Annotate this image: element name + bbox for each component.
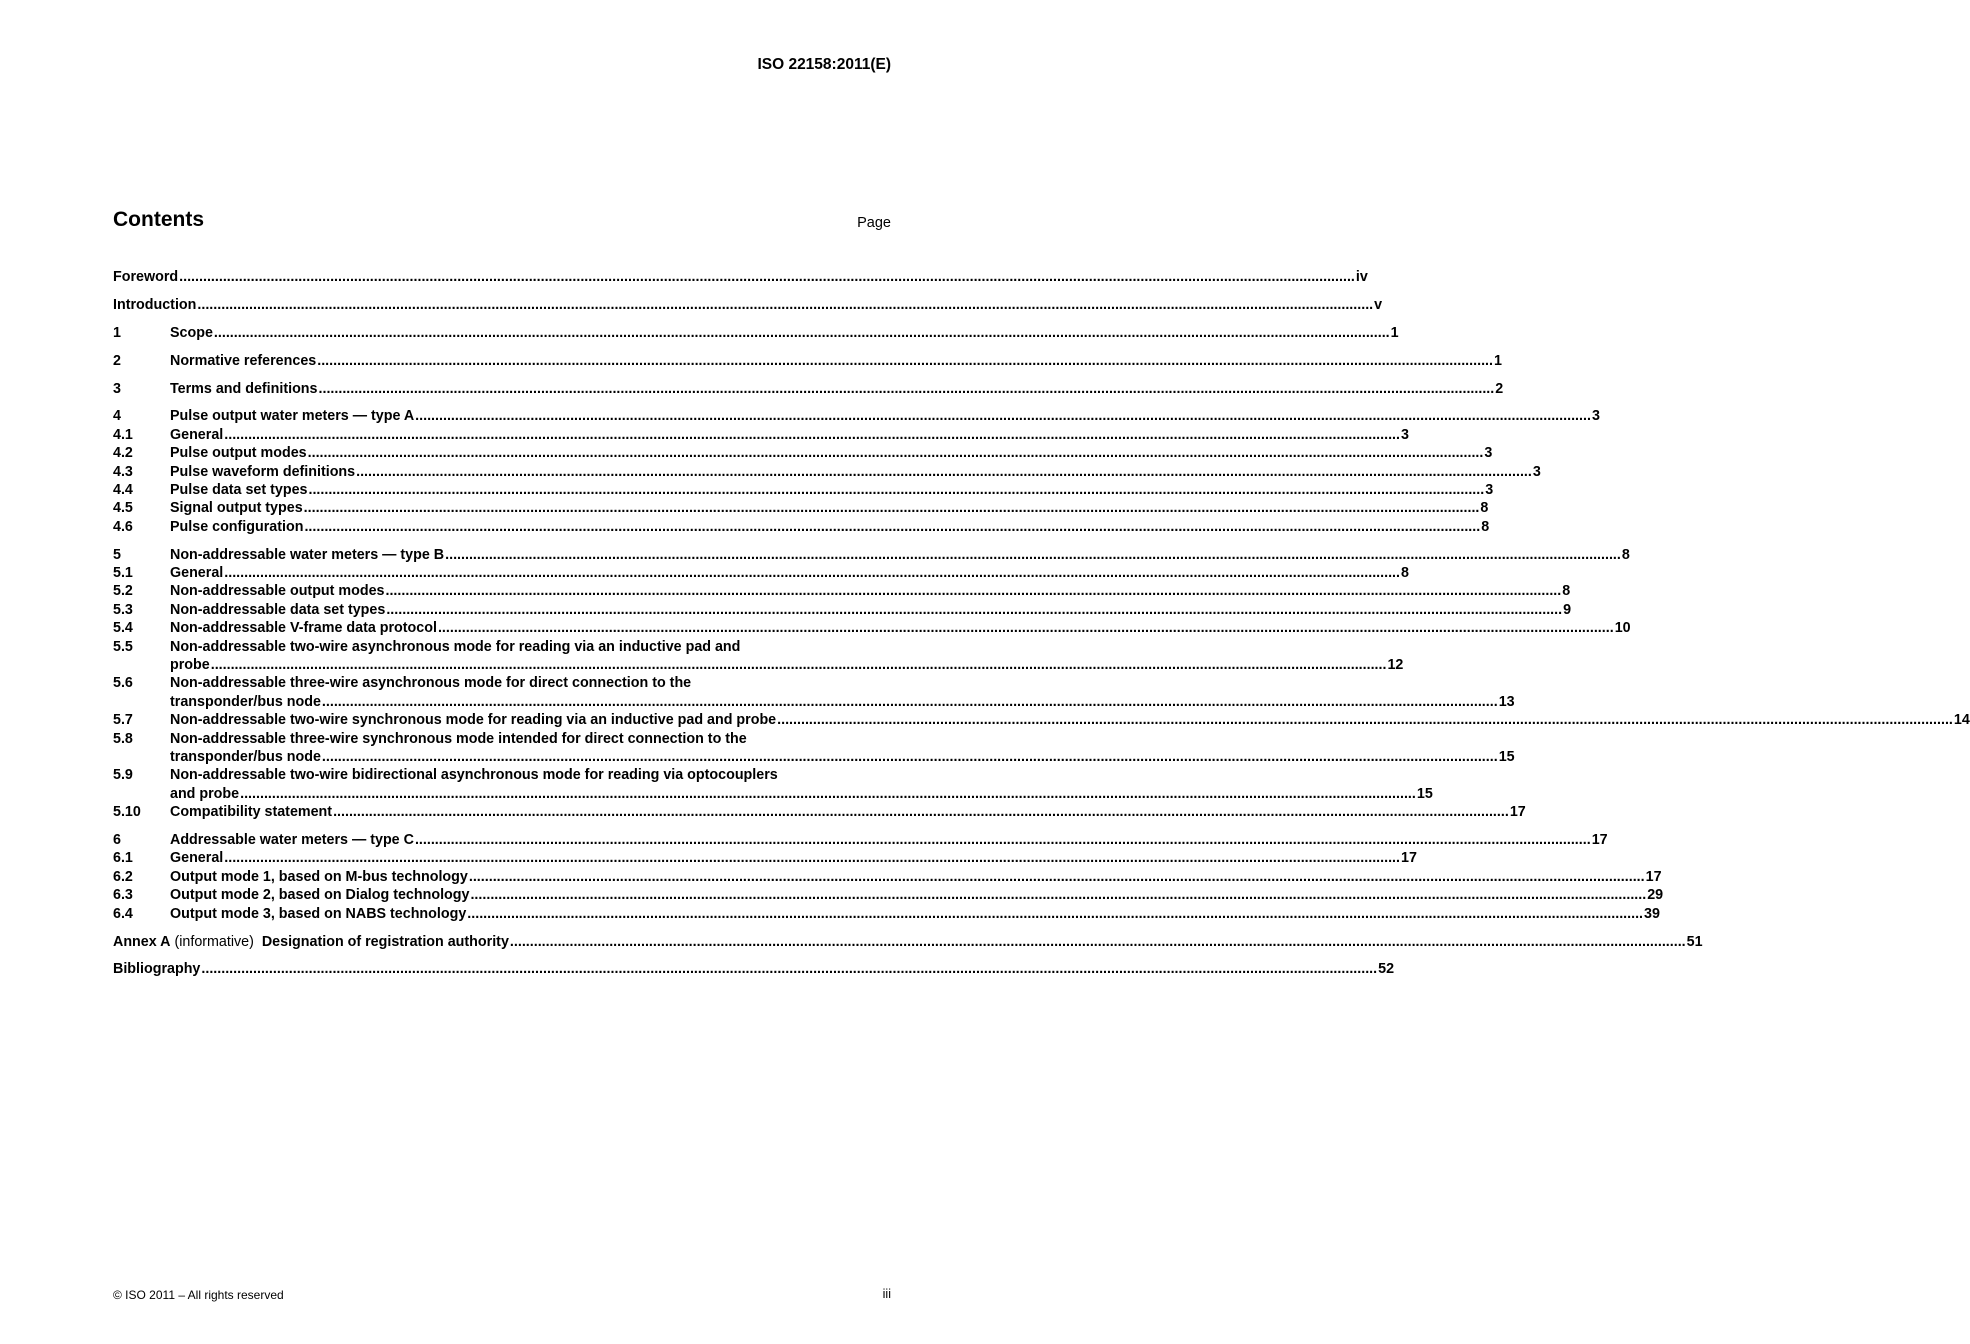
toc-entry-title: Non-addressable two-wire synchronous mode for reading via an inductive pad and probe	[170, 712, 777, 729]
dot-leader	[322, 693, 1498, 711]
dot-leader	[197, 296, 1373, 314]
toc-entry-title: Normative references	[170, 352, 317, 369]
toc-entry-page: 3	[1532, 463, 1541, 480]
toc-entry-page: iv	[1355, 269, 1368, 285]
toc-entry-number: 2	[113, 352, 121, 369]
toc-entry-number: 6.2	[113, 868, 133, 885]
toc-entry-title: Non-addressable data set types	[170, 601, 386, 618]
toc-entry-4-4[interactable]	[113, 481, 1494, 499]
toc-entry-number: 6.1	[113, 850, 133, 867]
toc-entry-4-5[interactable]	[113, 499, 1489, 517]
toc-entry-title: Pulse configuration	[170, 518, 304, 535]
toc-entry-number: 4	[113, 408, 121, 425]
toc-entry-number: 5.8	[113, 730, 133, 747]
toc-entry-1[interactable]	[113, 324, 1399, 342]
toc-entry-page: 15	[1498, 748, 1515, 765]
toc-entry-3[interactable]	[113, 380, 1504, 398]
toc-entry-title: Pulse output water meters — type A	[170, 408, 415, 425]
toc-entry-annex-a[interactable]	[113, 933, 1703, 951]
toc-entry-5-3[interactable]	[113, 601, 1572, 619]
toc-entry-title: Non-addressable three-wire asynchronous mode for direct connection to the	[170, 675, 692, 692]
toc-entry-5-8[interactable]	[113, 730, 891, 748]
toc-entry-title: Pulse output modes	[170, 445, 307, 462]
document-id: ISO 22158:2011(E)	[757, 56, 891, 73]
toc-entry-5-4[interactable]	[113, 619, 1631, 637]
toc-entry-page: 2	[1495, 380, 1504, 397]
dot-leader	[415, 407, 1591, 425]
toc-entry-6[interactable]	[113, 831, 1608, 849]
dot-leader	[224, 564, 1400, 582]
toc-entry-title: Non-addressable output modes	[170, 583, 385, 600]
toc-entry-4-6[interactable]	[113, 518, 1490, 536]
toc-entry-5-8-cont[interactable]	[113, 748, 1515, 766]
toc-entry-title: Non-addressable V-frame data protocol	[170, 620, 437, 637]
toc-entry-4[interactable]	[113, 407, 1600, 425]
toc-entry-page: 9	[1563, 601, 1572, 618]
dot-leader	[214, 324, 1390, 342]
toc-entry-number: 5	[113, 546, 121, 563]
toc-entry-5-7[interactable]	[113, 711, 1970, 729]
dot-leader	[470, 886, 1646, 904]
dot-leader	[308, 444, 1484, 462]
toc-entry-title: Pulse waveform definitions	[170, 463, 356, 480]
toc-entry-title: Non-addressable three-wire synchronous mode intended for direct connection to the	[170, 730, 747, 747]
toc-entry-title: Compatibility statement	[170, 804, 333, 821]
toc-entry-foreword[interactable]	[113, 268, 1368, 286]
toc-entry-title: General	[170, 565, 224, 582]
page-column-label: Page	[857, 215, 891, 231]
toc-entry-number: 5.6	[113, 675, 133, 692]
toc-entry-page: 3	[1485, 482, 1494, 499]
dot-leader	[240, 785, 1416, 803]
toc-entry-page: 10	[1614, 620, 1631, 637]
annex-heading	[113, 933, 509, 951]
toc-entry-number: 4.5	[113, 500, 133, 517]
toc-entry-number: 5.9	[113, 767, 133, 784]
annex-label: Annex A	[113, 933, 171, 950]
toc-entry-number: 5.10	[113, 804, 141, 821]
toc-entry-5-10[interactable]	[113, 803, 1526, 821]
toc-entry-page: 14	[1953, 712, 1970, 729]
toc-entry-6-3[interactable]	[113, 886, 1664, 904]
toc-entry-page: 1	[1390, 324, 1399, 341]
toc-entry-page: 8	[1401, 565, 1409, 582]
dot-leader	[201, 960, 1377, 978]
toc-entry-number: 5.5	[113, 638, 133, 655]
dot-leader	[317, 352, 1493, 370]
toc-entry-title: Bibliography	[113, 961, 201, 978]
toc-entry-number: 4.1	[113, 426, 133, 443]
toc-entry-title: Output mode 3, based on NABS technology	[170, 905, 467, 922]
toc-entry-title: probe	[170, 657, 210, 674]
toc-entry-page: 29	[1647, 887, 1664, 904]
toc-entry-title: Scope	[170, 324, 213, 341]
toc-entry-5-1[interactable]	[113, 564, 1409, 582]
toc-entry-number: 4.3	[113, 463, 133, 480]
toc-entry-title: Addressable water meters — type C	[170, 832, 414, 849]
toc-entry-title: Output mode 2, based on Dialog technology	[170, 887, 470, 904]
toc-entry-5-5-cont[interactable]	[113, 656, 1404, 674]
contents-title: Contents	[113, 208, 204, 231]
toc-entry-number: 4.6	[113, 518, 133, 535]
toc-entry-page: 8	[1481, 518, 1490, 535]
dot-leader	[356, 463, 1532, 481]
toc-entry-page: v	[1374, 296, 1383, 313]
toc-entry-number: 5.2	[113, 583, 133, 600]
dot-leader	[304, 518, 1480, 536]
toc-entry-5-9[interactable]	[113, 766, 891, 784]
toc-entry-title: transponder/bus node	[170, 748, 321, 765]
toc-entry-page: 3	[1401, 426, 1409, 443]
table-of-contents	[113, 268, 1970, 988]
dot-leader	[224, 426, 1400, 444]
toc-entry-number: 5.4	[113, 620, 133, 637]
copyright-notice: © ISO 2011 – All rights reserved	[113, 1288, 284, 1302]
toc-entry-number: 5.7	[113, 712, 133, 729]
toc-entry-title: Signal output types	[170, 500, 303, 517]
dot-leader	[777, 711, 1953, 729]
toc-entry-number: 4.2	[113, 445, 133, 462]
toc-entry-number: 6.4	[113, 905, 133, 922]
dot-leader	[333, 803, 1509, 821]
dot-leader	[308, 481, 1484, 499]
toc-entry-number: 6	[113, 832, 121, 849]
toc-entry-title: Foreword	[113, 269, 179, 285]
toc-entry-page: 12	[1387, 657, 1404, 674]
dot-leader	[445, 546, 1621, 564]
toc-entry-4-2[interactable]	[113, 444, 1493, 462]
toc-entry-page: 51	[1686, 933, 1703, 950]
dot-leader	[304, 499, 1480, 517]
toc-entry-page: 8	[1621, 546, 1630, 563]
toc-entry-title: Non-addressable two-wire asynchronous mode for reading via an inductive pad and	[170, 638, 741, 655]
toc-entry-5-6-cont[interactable]	[113, 693, 1515, 711]
dot-leader	[438, 619, 1614, 637]
dot-leader	[179, 268, 1355, 286]
toc-entry-page: 8	[1480, 500, 1489, 517]
toc-entry-title: General	[170, 850, 224, 867]
toc-entry-introduction[interactable]	[113, 296, 1383, 314]
toc-entry-5-2[interactable]	[113, 582, 1571, 600]
toc-entry-page: 17	[1509, 804, 1526, 821]
toc-entry-number: 6.3	[113, 887, 133, 904]
toc-entry-page: 3	[1591, 408, 1600, 425]
toc-entry-4-1[interactable]	[113, 426, 1409, 444]
toc-entry-title: Designation of registration authority	[261, 933, 509, 950]
toc-entry-title: Output mode 1, based on M-bus technology	[170, 868, 468, 885]
toc-entry-6-2[interactable]	[113, 868, 1662, 886]
toc-entry-5[interactable]	[113, 546, 1630, 564]
toc-entry-title: Terms and definitions	[170, 380, 318, 397]
toc-entry-page: 52	[1378, 961, 1395, 978]
toc-entry-number: 5.1	[113, 565, 133, 582]
toc-entry-number: 5.3	[113, 601, 133, 618]
dot-leader	[469, 868, 1645, 886]
toc-entry-page: 15	[1416, 785, 1433, 802]
dot-leader	[386, 601, 1562, 619]
toc-entry-title: Pulse data set types	[170, 482, 308, 499]
toc-entry-title: Non-addressable two-wire bidirectional asynchronous mode for reading via optocouplers	[170, 767, 778, 784]
toc-entry-6-4[interactable]	[113, 905, 1660, 923]
toc-entry-page: 17	[1591, 832, 1608, 849]
toc-entry-title: Introduction	[113, 296, 197, 313]
toc-entry-page: 17	[1645, 868, 1662, 885]
toc-entry-title: transponder/bus node	[170, 693, 321, 710]
page-number: iii	[882, 1287, 891, 1301]
toc-entry-title: and probe	[170, 785, 240, 802]
toc-entry-page: 13	[1498, 693, 1515, 710]
dot-leader	[385, 582, 1561, 600]
dot-leader	[510, 933, 1686, 951]
dot-leader	[319, 380, 1495, 398]
toc-entry-title: Non-addressable water meters — type B	[170, 546, 445, 563]
toc-entry-4-3[interactable]	[113, 463, 1541, 481]
toc-entry-page: 3	[1484, 445, 1493, 462]
toc-entry-2[interactable]	[113, 352, 1502, 370]
toc-entry-number: 4.4	[113, 482, 133, 499]
dot-leader	[211, 656, 1387, 674]
toc-entry-6-1[interactable]	[113, 849, 1417, 867]
toc-entry-page: 39	[1644, 905, 1660, 922]
toc-entry-bibliography[interactable]	[113, 960, 1395, 978]
dot-leader	[467, 905, 1643, 923]
toc-entry-number: 1	[113, 324, 121, 341]
toc-entry-page: 8	[1562, 583, 1571, 600]
toc-entry-5-6[interactable]	[113, 674, 891, 692]
toc-entry-title: General	[170, 426, 224, 443]
annex-informative-tag: (informative)	[174, 933, 254, 950]
toc-entry-page: 1	[1494, 352, 1502, 369]
toc-entry-page: 17	[1401, 850, 1417, 867]
dot-leader	[322, 748, 1498, 766]
dot-leader	[224, 849, 1400, 867]
dot-leader	[415, 831, 1591, 849]
toc-entry-5-5[interactable]	[113, 638, 891, 656]
toc-entry-5-9-cont[interactable]	[113, 785, 1433, 803]
toc-entry-number: 3	[113, 380, 121, 397]
